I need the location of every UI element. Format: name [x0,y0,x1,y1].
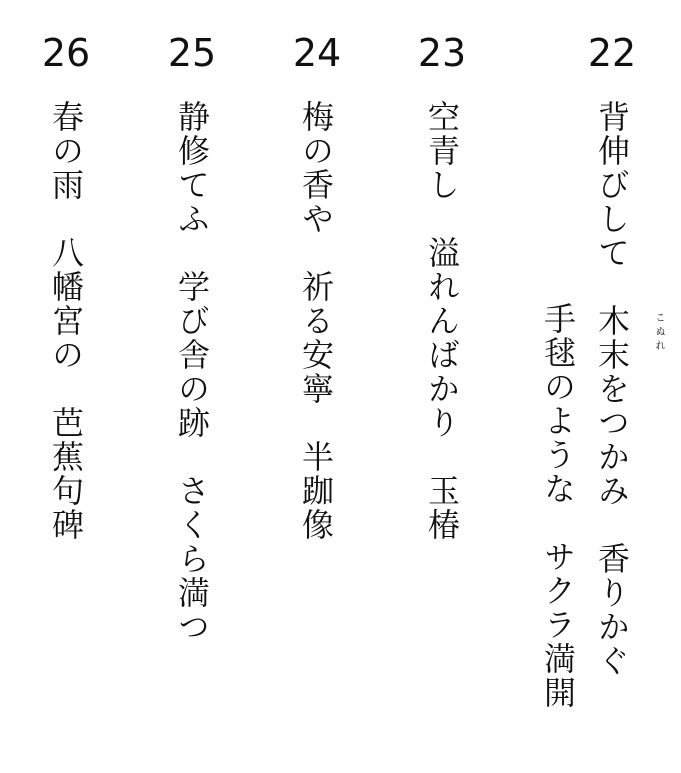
furigana-reading: こぬれ [653,312,664,354]
poem-line: 手毬のような サクラ満開 [539,302,577,710]
poem-line: 空青し 溢れんばかり 玉椿 [423,100,461,542]
poem-number: 24 [292,31,342,75]
poem-line: 春の雨 八幡宮の 芭蕉句碑 [47,100,85,542]
poem-line: 梅の香や 祈る安寧 半跏像 [297,100,335,542]
poem-number: 26 [41,31,91,75]
poem-line: 静修てふ 学び舎の跡 さくら満つ [173,100,211,644]
poem-line: 背伸びして 木末をつかみ 香りかぐ [593,100,631,678]
poem-number: 23 [417,31,467,75]
poem-number: 25 [167,31,217,75]
poem-number: 22 [587,31,637,75]
